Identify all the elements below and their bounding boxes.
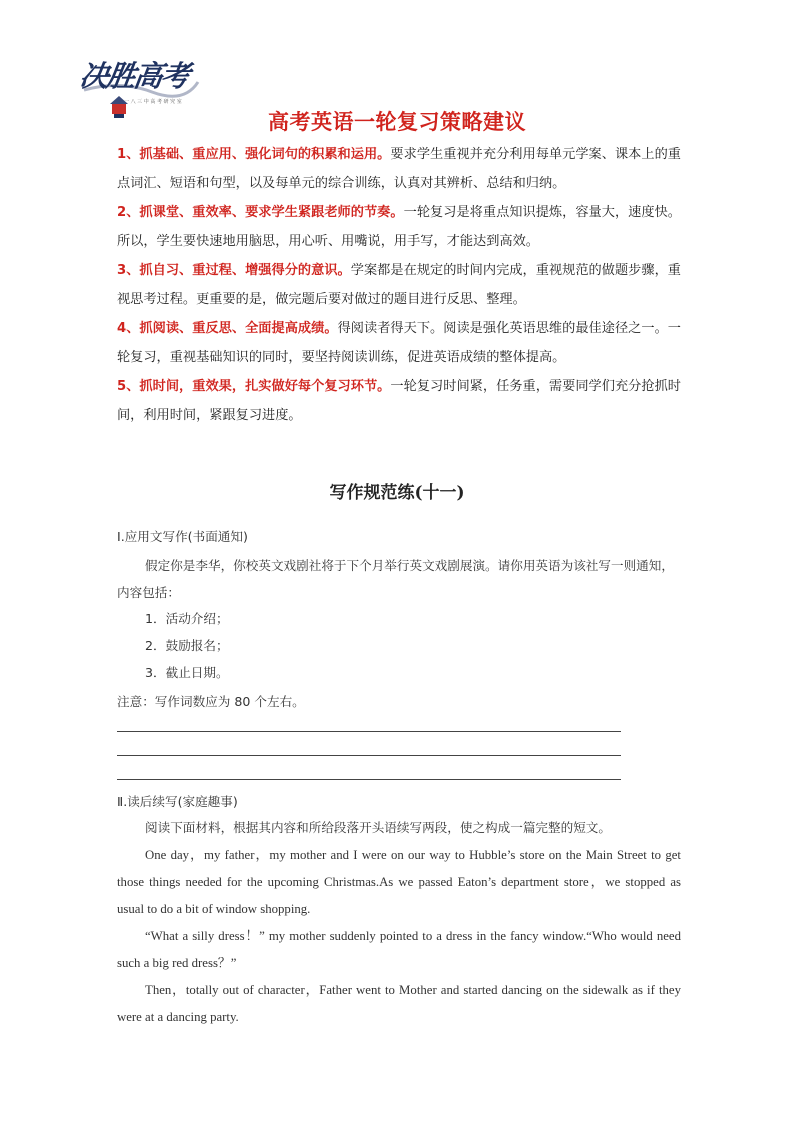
section-title: 写作规范练(十一): [329, 483, 465, 503]
page-title: 高考英语一轮复习策略建议: [268, 110, 526, 134]
strategy-tips: [117, 140, 681, 430]
tip-text: 要求学生重视并充分利用每单元学案、课本上的重点词汇、短语和句型，以及每单元的综合训练，认真对其辨析、总结和归纳。: [117, 147, 681, 191]
part2-prompt: 阅读下面材料，根据其内容和所给段落开头语续写两段，使之构成一篇完整的短文。: [145, 820, 611, 835]
tip-3: [117, 256, 681, 314]
tip-text: 学案都是在规定的时间内完成，重视规范的做题步骤，重视思考过程。更重要的是，做完题后要对做过的题目进行反思、整理。: [117, 263, 681, 307]
tip-text: 一轮复习是将重点知识提炼，容量大，速度快。所以，学生要快速地用脑思，用心听、用嘴说，用手写，才能达到高效。: [117, 205, 681, 249]
story-paragraph-2: “What a silly dress！” my mother suddenly pointed to a dress in the fancy window.“Who would need such a big red dress？”: [117, 929, 681, 970]
tip-lead: 1、抓基础、重应用、强化词句的积累和运用。: [117, 147, 391, 162]
part1-prompt: 假定你是李华，你校英文戏剧社将于下个月举行英文戏剧展演。请你用英语为该社写一则通知，内容包括：: [117, 558, 674, 600]
tip-5: [117, 372, 681, 430]
answer-line: [117, 779, 621, 780]
logo-subtitle: 一 八 三 中 高 考 研 究 室: [124, 99, 182, 105]
logo-text: 决胜高考: [77, 59, 191, 93]
tip-lead: 3、抓自习、重过程、增强得分的意识。: [117, 263, 351, 278]
story-paragraph-3: Then，totally out of character，Father went to Mother and started dancing on the sidewalk as if they were at a dancing party.: [117, 983, 681, 1024]
answer-line: [117, 755, 621, 756]
tip-text: 得阅读者得天下。阅读是强化英语思维的最佳途径之一。一轮复习，重视基础知识的同时，要坚持阅读训练，促进英语成绩的整体提高。: [117, 321, 681, 365]
story-text: [117, 842, 681, 1031]
tip-lead: 4、抓阅读、重反思、全面提高成绩。: [117, 321, 338, 336]
tip-text: 一轮复习时间紧，任务重，需要同学们充分抢抓时间，利用时间，紧跟复习进度。: [117, 379, 681, 423]
tip-lead: 5、抓时间，重效果，扎实做好每个复习环节。: [117, 379, 391, 394]
part1-item-1: 1．活动介绍；: [145, 611, 229, 626]
part1-item-3: 3．截止日期。: [145, 665, 229, 680]
tip-2: [117, 198, 681, 256]
answer-line: [117, 731, 621, 732]
tip-4: [117, 314, 681, 372]
tip-lead: 2、抓课堂、重效率、要求学生紧跟老师的节奏。: [117, 205, 404, 220]
part1-note: 注意：写作词数应为 80 个左右。: [117, 694, 305, 709]
part1-heading: Ⅰ.应用文写作(书面通知): [117, 529, 248, 544]
tip-1: [117, 140, 681, 198]
part1-item-2: 2．鼓励报名；: [145, 638, 229, 653]
part2-heading: Ⅱ.读后续写(家庭趣事): [117, 794, 238, 809]
story-paragraph-1: One day，my father，my mother and I were on our way to Hubble’s store on the Main Street to get those things needed for the upcoming Christmas.As we passed Eaton’s department store，we stopped as usual to do a bit of window shopping.: [117, 848, 681, 916]
